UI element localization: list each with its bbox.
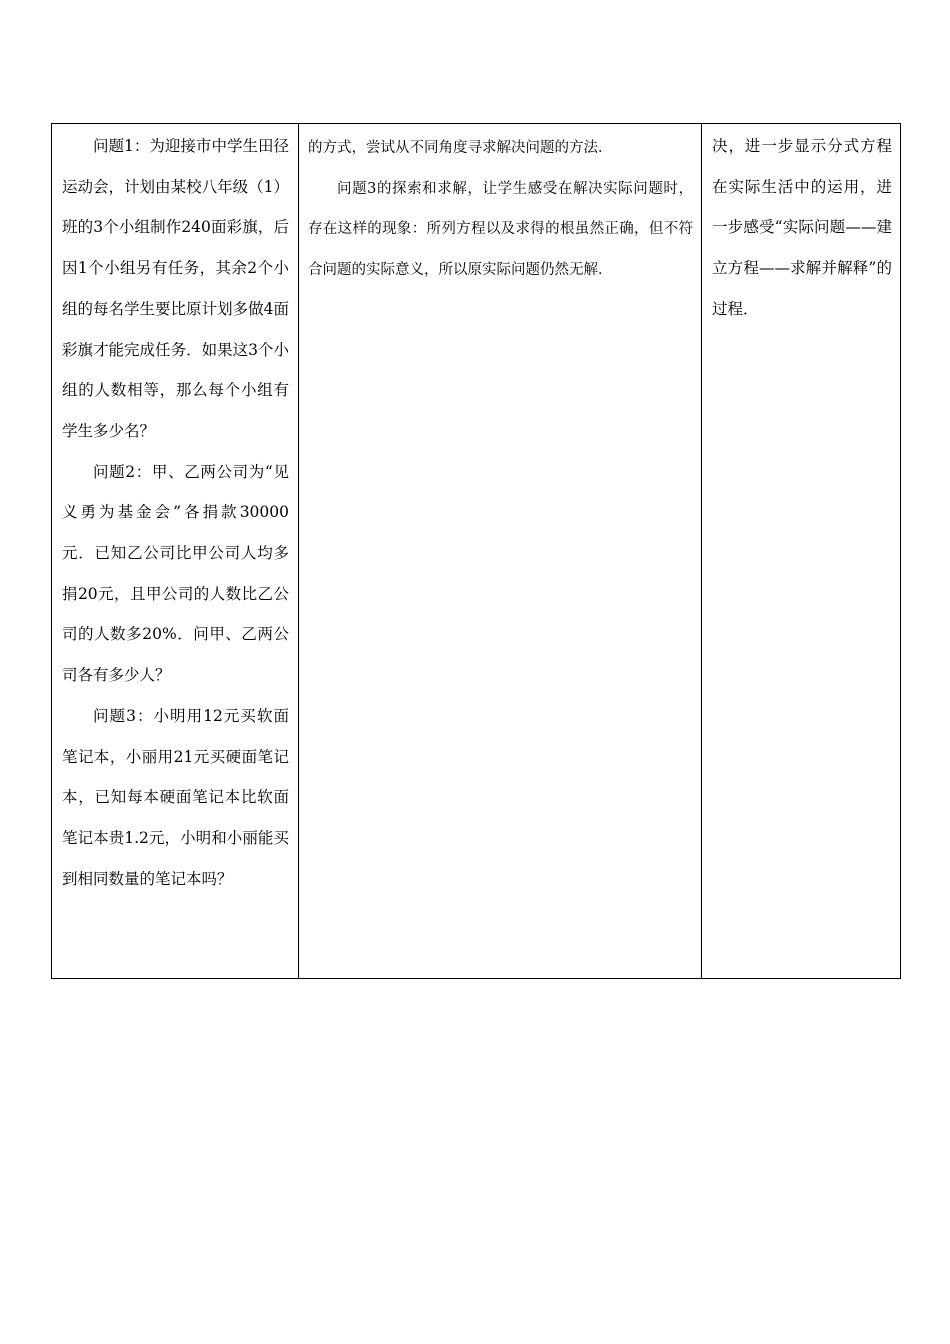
notes-continuation-text: 的方式，尝试从不同角度寻求解决问题的方法． xyxy=(308,140,613,156)
problems-cell xyxy=(52,124,299,979)
problem-2-text: 问题2：甲、乙两公司为“见义勇为基金会”各捐款30000元．已知乙公司比甲公司人均多捐20元，且甲公司的人数比乙公司的人数多20%．问甲、乙两公司各有多少人？ xyxy=(62,462,289,685)
design-intent-text: 决，进一步显示分式方程在实际生活中的运用，进一步感受“实际问题——建立方程——求解并解释”的过程． xyxy=(712,137,892,318)
problem-3-notes-text: 问题3的探索和求解，让学生感受在解决实际问题时，存在这样的现象：所列方程以及求得的根虽然正确，但不符合问题的实际意义，所以原实际问题仍然无解． xyxy=(308,180,693,278)
problem-1-text: 问题1：为迎接市中学生田径运动会，计划由某校八年级（1）班的3个小组制作240面彩旗，后因1个小组另有任务，其余2个小组的每名学生要比原计划多做4面彩旗才能完成任务．如果这3个小组的人数相等，那么每个小组有学生多少名？ xyxy=(62,137,289,440)
problem-3-text: 问题3：小明用12元买软面笔记本，小丽用21元买硬面笔记本，已知每本硬面笔记本比软面笔记本贵1.2元，小明和小丽能买到相同数量的笔记本吗？ xyxy=(62,706,289,888)
teaching-notes-cell xyxy=(299,124,702,979)
table-row xyxy=(52,124,901,979)
lesson-table xyxy=(51,123,901,979)
design-intent-cell xyxy=(702,124,901,979)
